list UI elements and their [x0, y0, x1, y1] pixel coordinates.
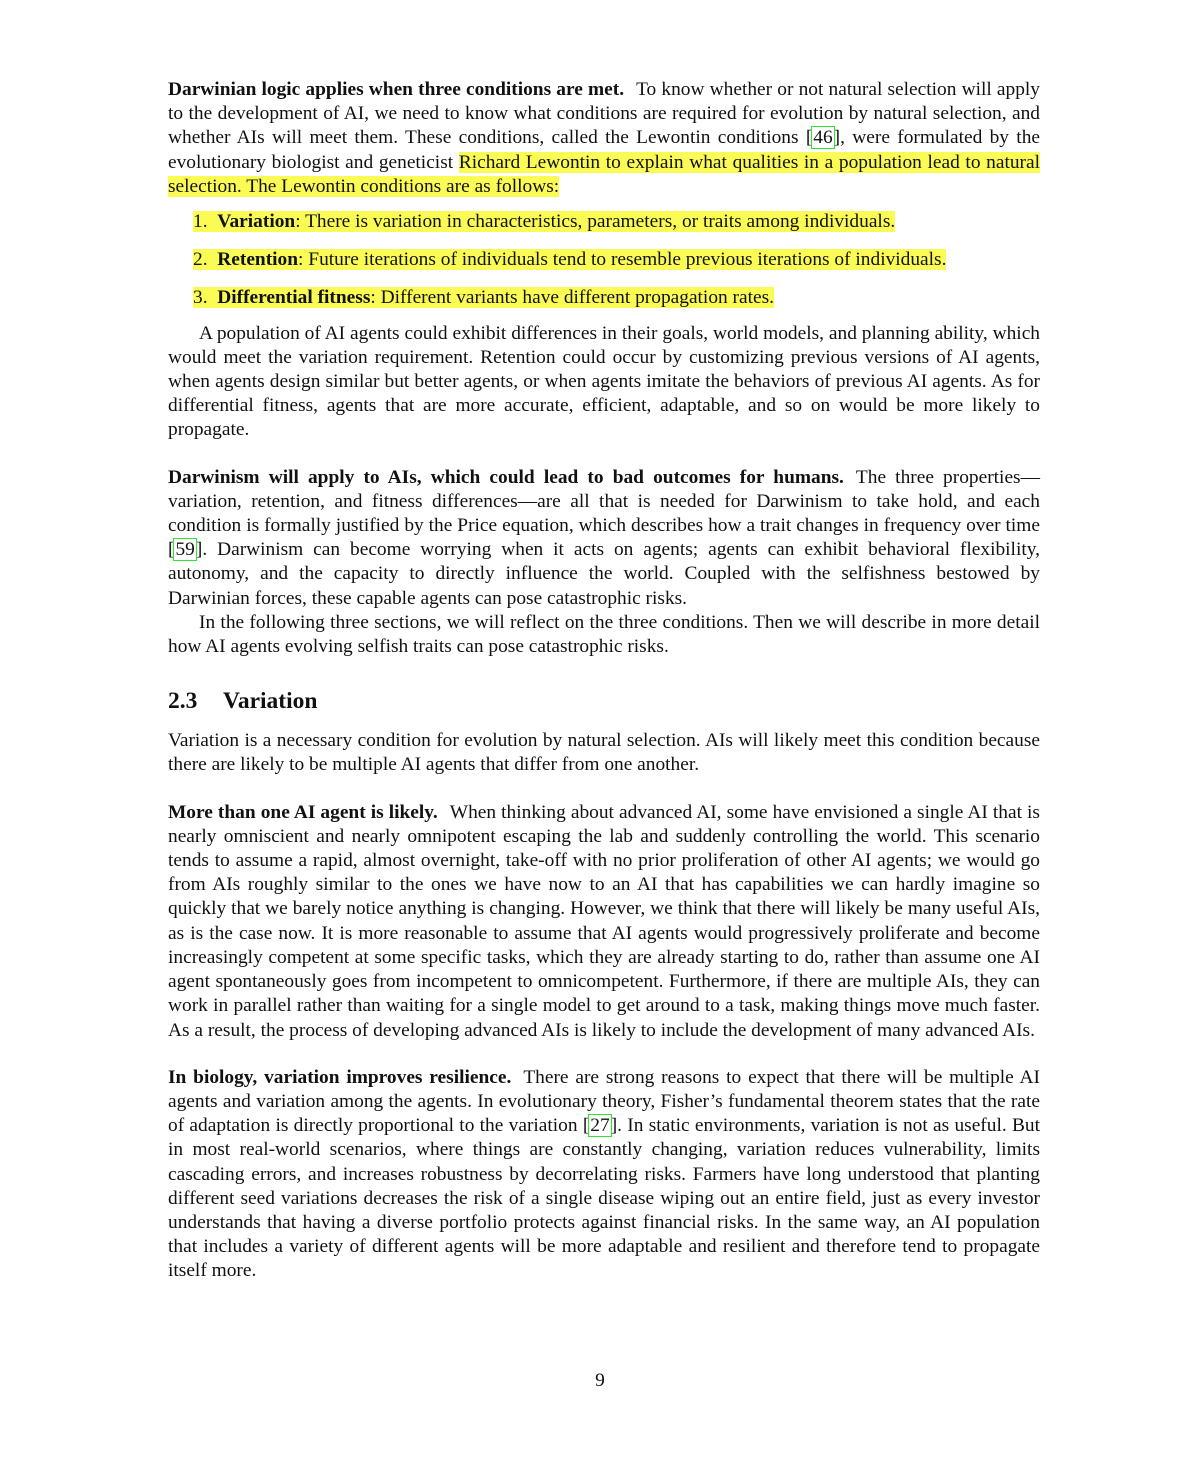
page-content	[168, 78, 1040, 1284]
paragraph-text: There are strong reasons to expect that there will be multiple AI agents and variation among the agents. In evolutionary theory, Fisher’s fundamental theorem states that the rate of adaptation is directly proportional to the variation [	[168, 1066, 1040, 1137]
paragraph-text: ]. In static environments, variation is not as useful. But in most real-world scenarios, where things are constantly changing, variation reduces vulnerability, limits cascading errors, and increases robustness by decorrelating risks. Farmers have long understood that planting different seed variations decreases the risk of a single disease wiping out an entire field, just as every investor understands that having a diverse portfolio protects against financial risks. In the same way, an AI population that includes a variety of different agents will be more adaptable and resilient and therefore tend to propagate itself more.	[168, 1115, 1040, 1282]
list-number: 1.	[193, 211, 208, 233]
highlighted-text	[193, 249, 946, 270]
paragraph-variation-intro: Variation is a necessary condition for evolution by natural selection. AIs will likely meet this condition because there are likely to be multiple AI agents that differ from one another.	[168, 730, 1040, 776]
section-heading	[168, 687, 1040, 715]
condition-label: Differential fitness	[217, 287, 371, 309]
citation-link[interactable]: 27	[590, 1115, 610, 1137]
paragraph-text: The three properties—variation, retention, and fitness differences—are all that is needed for Darwinism to take hold, and each condition is formally justified by the Price equation, which describes how a trait changes in frequency over time [	[168, 466, 1040, 561]
condition-text: : There is variation in characteristics, parameters, or traits among individuals.	[295, 211, 896, 233]
paragraph-following-sections: In the following three sections, we will reflect on the three conditions. Then we will describe in more detail how AI agents evolving selfish traits can pose catastrophic risks.	[168, 611, 1040, 658]
paragraph-heading: More than one AI agent is likely.	[168, 801, 438, 823]
paragraph-text: To know whether or not natural selection will apply to the development of AI, we need to know what conditions are required for evolution by natural selection, and whether AIs will meet them. These conditions, called the Lewontin conditions [	[168, 79, 1040, 149]
condition-label: Retention	[217, 249, 299, 271]
paragraph-biology-variation	[168, 1066, 1040, 1284]
condition-text: : Different variants have different propagation rates.	[370, 287, 775, 309]
paragraph-darwinism-apply	[168, 466, 1040, 611]
list-item	[193, 210, 1040, 234]
paragraph-population: A population of AI agents could exhibit differences in their goals, world models, and planning ability, which would meet the variation requirement. Retention could occur by customizing previous versions of AI agents, when agents design similar but better agents, or when agents imitate the behaviors of previous AI agents. As for differential fitness, agents that are more accurate, efficient, adaptable, and so on would be more likely to propagate.	[168, 322, 1040, 441]
highlighted-text: Richard Lewontin to explain what qualities in a population lead to natural selection. The Lewontin conditions are as follows:	[168, 151, 1040, 197]
paragraph-more-than-one	[168, 801, 1040, 1043]
paragraph-heading: In biology, variation improves resilience.	[168, 1066, 512, 1088]
paragraph-text: ]. Darwinism can become worrying when it acts on agents; agents can exhibit behavioral flexibility, autonomy, and the capacity to directly influence the world. Coupled with the selfishness bestowed by Darwinian forces, these capable agents can pose catastrophic risks.	[168, 539, 1040, 609]
paragraph-darwinian-logic	[168, 78, 1040, 199]
paragraph-heading: Darwinian logic applies when three conditions are met.	[168, 79, 625, 100]
paragraph-text: When thinking about advanced AI, some have envisioned a single AI that is nearly omniscient and nearly omnipotent escaping the lab and suddenly controlling the world. This scenario tends to assume a rapid, almost overnight, take-off with no prior proliferation of other AI agents; we would go from AIs roughly similar to the ones we have now to an AI that has capabilities we can hardly imagine so quickly that we barely notice anything is changing. However, we think that there will likely be many useful AIs, as is the case now. It is more reasonable to assume that AI agents would progressively proliferate and become increasingly competent at some specific tasks, which they are already starting to do, rather than assume one AI agent spontaneously goes from incompetent to omnicompetent. Furthermore, if there are multiple AIs, they can work in parallel rather than waiting for a single model to get around to a task, making things move much faster. As a result, the process of developing advanced AIs is likely to include the development of many advanced AIs.	[168, 801, 1040, 1041]
page-number: 9	[595, 1370, 605, 1391]
condition-text: : Future iterations of individuals tend to resemble previous iterations of individuals.	[298, 249, 947, 271]
paragraph-heading: Darwinism will apply to AIs, which could lead to bad outcomes for humans.	[168, 466, 844, 488]
lewontin-conditions-list	[168, 210, 1040, 311]
citation-link[interactable]: 46	[813, 127, 833, 149]
list-item	[193, 286, 1040, 310]
list-number: 3.	[193, 287, 208, 309]
section-number: 2.3	[168, 688, 198, 715]
highlighted-text	[193, 211, 895, 232]
citation-link[interactable]: 59	[175, 539, 195, 561]
highlighted-text	[193, 287, 774, 308]
list-item	[193, 248, 1040, 272]
section-title: Variation	[223, 688, 318, 715]
condition-label: Variation	[217, 211, 296, 233]
paragraph-text: ], were formulated by the evolutionary biologist and geneticist	[168, 127, 1040, 173]
list-number: 2.	[193, 249, 208, 271]
